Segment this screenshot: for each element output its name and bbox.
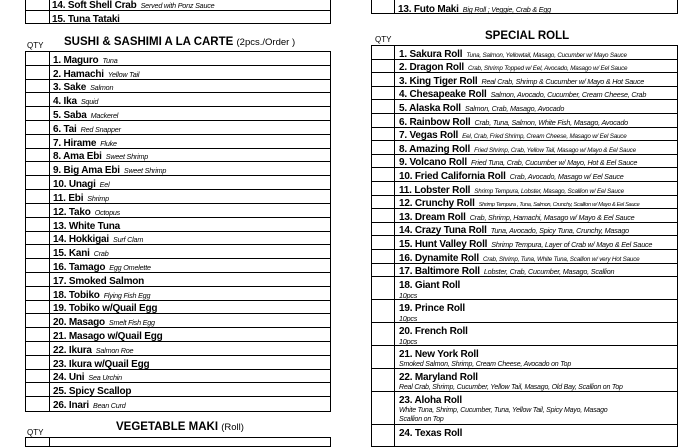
- list-item: [26, 218, 330, 232]
- item-name: 12. Tako: [53, 206, 91, 218]
- item-description: Salmon, Crab, Masago, Avocado: [464, 103, 565, 113]
- item-description: Smoked Salmon, Shrimp, Cream Cheese, Avocado on Top: [399, 361, 572, 368]
- item-name: 13. White Tuna: [53, 220, 121, 232]
- item-description: Shrimp Tempura, Layer of Crab w/ Mayo & Eel Sauce: [491, 239, 653, 249]
- item-description: Fried Shrimp, Crab, Yellow Tail, Masago w/ Mayo & Eel Sauce: [474, 146, 636, 154]
- qty-label: QTY: [375, 35, 392, 44]
- list-item: [26, 121, 330, 135]
- sushi-subtitle: (2pcs./Order ): [236, 37, 296, 48]
- list-item: [372, 300, 677, 323]
- item-name: 21. New York Roll: [399, 349, 479, 360]
- item-name: 19. Tobiko w/Quail Egg: [53, 303, 158, 314]
- list-item: [26, 107, 330, 121]
- item-description: Real Crab, Shrimp & Cucumber w/ Mayo & Hot Sauce: [481, 76, 645, 86]
- list-item: [372, 73, 677, 87]
- list-item: [372, 277, 677, 300]
- top-right-list: [371, 0, 678, 14]
- sushi-section-title: [64, 36, 295, 48]
- list-item: [372, 323, 677, 346]
- item-name: 8. Ama Ebi: [53, 151, 102, 162]
- item-description: Big Roll ; Veggie, Crab & Egg: [462, 4, 551, 14]
- item-name: 7. Hirame: [53, 137, 97, 149]
- list-item: [26, 273, 330, 287]
- list-item: [372, 141, 677, 155]
- item-description: Tuna, Avocado, Spicy Tuna, Crunchy, Masago: [490, 226, 629, 235]
- qty-label: QTY: [27, 428, 44, 437]
- item-name: 14. Soft Shell Crab: [52, 0, 137, 11]
- list-item: [26, 52, 330, 66]
- list-item: [372, 250, 677, 264]
- item-description: Red Snapper: [80, 124, 121, 134]
- item-description: Sweet Shrimp: [123, 165, 167, 175]
- list-item: [372, 114, 677, 128]
- item-name: 5. Alaska Roll: [399, 102, 461, 114]
- list-item: [372, 168, 677, 182]
- item-name: 6. Tai: [53, 123, 77, 135]
- list-item: [26, 11, 330, 24]
- item-name: 10. Fried California Roll: [399, 170, 506, 182]
- item-name: 25. Spicy Scallop: [53, 385, 132, 397]
- list-item: [372, 425, 677, 439]
- item-name: 1. Maguro: [53, 54, 99, 66]
- item-description: Crab, Tuna, Salmon, White Fish, Masago, Avocado: [474, 117, 628, 127]
- list-item: [26, 245, 330, 259]
- item-description: Egg Omelette: [109, 262, 151, 272]
- veg-list: [25, 437, 331, 447]
- item-description: Flying Fish Egg: [103, 290, 151, 300]
- item-name: 4. Chesapeake Roll: [399, 89, 487, 100]
- special-title: SPECIAL ROLL: [485, 30, 570, 42]
- item-name: 3. Sake: [53, 82, 87, 93]
- item-name: 15. Kani: [53, 247, 90, 259]
- item-name: 22. Ikura: [53, 344, 92, 356]
- list-item: [26, 314, 330, 328]
- item-description: Bean Curd: [93, 401, 126, 410]
- list-item: [372, 1, 677, 14]
- item-name: 9. Big Ama Ebi: [53, 164, 120, 176]
- item-description: Sweet Shrimp: [105, 152, 149, 161]
- item-description: Crab, Shrimp, Tuna, White Tuna, Scallion w/ very Hot Sauce: [482, 255, 640, 263]
- sushi-title: SUSHI & SASHIMI A LA CARTE: [64, 36, 234, 48]
- item-name: 9. Volcano Roll: [399, 157, 467, 168]
- item-name: 18. Giant Roll: [399, 280, 461, 291]
- list-item: [372, 155, 677, 168]
- item-description: Salmon: [90, 83, 114, 92]
- item-description: Smelt Fish Egg: [108, 317, 155, 327]
- item-description: Salmon, Avocado, Cucumber, Cream Cheese, Crab: [490, 90, 647, 99]
- item-name: 2. Dragon Roll: [399, 62, 464, 73]
- item-name: 2. Hamachi: [53, 68, 104, 80]
- list-item: [26, 397, 330, 411]
- qty-column: [49, 438, 50, 446]
- list-item: [372, 60, 677, 73]
- item-description: Shrimp Tempura , Tuna, Salmon, Crunchy, Scallion w/ Mayo & Eel Sauce: [478, 202, 640, 208]
- item-name: 3. King Tiger Roll: [399, 75, 478, 87]
- item-name: 14. Hokkigai: [53, 234, 109, 245]
- item-name: 15. Tuna Tataki: [52, 13, 120, 24]
- list-item: [26, 176, 330, 190]
- item-name: 20. French Roll: [399, 326, 468, 337]
- veg-subtitle: (Roll): [221, 422, 244, 433]
- item-description: Crab, Avocado, Masago w/ Eel Sauce: [509, 171, 624, 181]
- item-description: Fluke: [100, 138, 117, 148]
- item-name: 17. Baltimore Roll: [399, 266, 480, 277]
- item-description: Salmon Roe: [95, 345, 134, 355]
- item-name: 1. Sakura Roll: [399, 48, 463, 60]
- list-item: [372, 264, 677, 277]
- list-item: [372, 100, 677, 114]
- item-description: Crab, Shrimp Topped w/ Eel, Avocado, Masago w/ Eel Sauce: [467, 65, 628, 72]
- item-description: Served with Ponz Sauce: [140, 0, 215, 10]
- list-item: [372, 87, 677, 100]
- special-list: [371, 45, 678, 447]
- item-description: Eel, Crab, Fried Shrimp, Cream Cheese, Masago w/ Eel Sauce: [462, 133, 627, 140]
- list-item: [26, 93, 330, 107]
- list-item: [26, 149, 330, 162]
- list-item: [26, 135, 330, 149]
- item-name: 16. Tamago: [53, 261, 106, 273]
- item-name: 22. Maryland Roll: [399, 372, 478, 383]
- list-item: [26, 204, 330, 218]
- sushi-list: [25, 51, 331, 412]
- item-tag: 10pcs: [399, 314, 418, 323]
- item-name: 11. Ebi: [53, 192, 84, 204]
- veg-section-title: [116, 421, 244, 433]
- item-name: 7. Vegas Roll: [399, 130, 459, 141]
- item-name: 23. Aloha Roll: [399, 395, 462, 406]
- item-description: Tuna: [102, 55, 118, 65]
- list-item: [372, 182, 677, 196]
- list-item: [26, 190, 330, 204]
- list-item: [26, 328, 330, 342]
- item-name: 4. Ika: [53, 95, 77, 107]
- veg-title: VEGETABLE MAKI: [116, 421, 219, 433]
- item-name: 13. Futo Maki: [398, 3, 459, 14]
- list-item: [26, 66, 330, 80]
- item-description: Real Crab, Shrimp, Cucumber, Yellow Tail, Masago, Old Bay, Scallion on Top: [399, 384, 623, 391]
- item-name: 21. Masago w/Quail Egg: [53, 330, 163, 342]
- item-description: Surf Clam: [112, 235, 144, 244]
- list-item: [26, 342, 330, 356]
- item-name: 16. Dynamite Roll: [399, 252, 479, 264]
- item-description: Tuna, Salmon, Yellowtail, Masago, Cucumber w/ Mayo Sauce: [466, 51, 627, 59]
- item-name: 11. Lobster Roll: [399, 184, 471, 196]
- item-name: 19. Prince Roll: [399, 303, 465, 314]
- item-name: 20. Masago: [53, 316, 105, 328]
- list-item: [372, 128, 677, 141]
- list-item: [372, 369, 677, 392]
- item-name: 23. Ikura w/Quail Egg: [53, 358, 150, 370]
- item-name: 15. Hunt Valley Roll: [399, 238, 488, 250]
- list-item: [372, 196, 677, 209]
- list-item: [26, 0, 330, 11]
- item-name: 5. Saba: [53, 109, 87, 121]
- item-description: Sea Urchin: [88, 373, 122, 382]
- list-item: [26, 162, 330, 176]
- list-item: [372, 392, 677, 425]
- list-item: [26, 383, 330, 397]
- list-item: [26, 259, 330, 273]
- item-tag: 10pcs: [399, 337, 418, 346]
- item-description: Scallion on Top: [399, 416, 444, 423]
- list-item: [26, 80, 330, 93]
- list-item: [372, 236, 677, 250]
- item-name: 18. Tobiko: [53, 289, 100, 301]
- item-description: Squid: [80, 96, 99, 106]
- item-description: White Tuna, Shrimp, Cucumber, Tuna, Yellow Tail, Spicy Mayo, Masago: [399, 407, 608, 414]
- item-name: 13. Dream Roll: [399, 211, 466, 223]
- list-item: [26, 301, 330, 314]
- qty-label: QTY: [27, 41, 44, 50]
- item-description: Shrimp Tempura, Lobster, Masago, Scallion w/ Eel Sauce: [474, 187, 624, 195]
- list-item: [26, 232, 330, 245]
- list-item: [372, 209, 677, 223]
- list-item: [372, 346, 677, 369]
- item-name: 6. Rainbow Roll: [399, 116, 471, 128]
- item-description: Crab, Shrimp, Hamachi, Masago w/ Mayo & Eel Sauce: [469, 212, 635, 222]
- item-description: Shrimp: [87, 193, 109, 203]
- item-description: Lobster, Crab, Cucumber, Masago, Scallion: [483, 267, 615, 276]
- list-item: [26, 356, 330, 370]
- item-description: Mackerel: [90, 110, 119, 120]
- item-tag: 10pcs: [399, 291, 418, 300]
- item-name: 17. Smoked Salmon: [53, 275, 145, 287]
- list-item: [26, 370, 330, 383]
- item-name: 24. Texas Roll: [399, 428, 463, 439]
- list-item: [26, 287, 330, 301]
- item-description: Yellow Tail: [107, 69, 140, 79]
- item-description: Crab: [93, 248, 109, 258]
- list-item: [372, 46, 677, 60]
- item-name: 12. Crunchy Roll: [399, 198, 475, 209]
- item-name: 10. Unagi: [53, 178, 96, 190]
- item-name: 24. Uni: [53, 372, 85, 383]
- item-name: 14. Crazy Tuna Roll: [399, 225, 487, 236]
- item-description: Fried Tuna, Crab, Cucumber w/ Mayo, Hot & Eel Sauce: [470, 158, 638, 167]
- item-name: 8. Amazing Roll: [399, 143, 471, 155]
- item-name: 26. Inari: [53, 400, 89, 411]
- item-description: Octopus: [94, 207, 121, 217]
- item-description: Eel: [99, 179, 110, 189]
- list-item: [372, 223, 677, 236]
- top-left-list: [25, 0, 331, 24]
